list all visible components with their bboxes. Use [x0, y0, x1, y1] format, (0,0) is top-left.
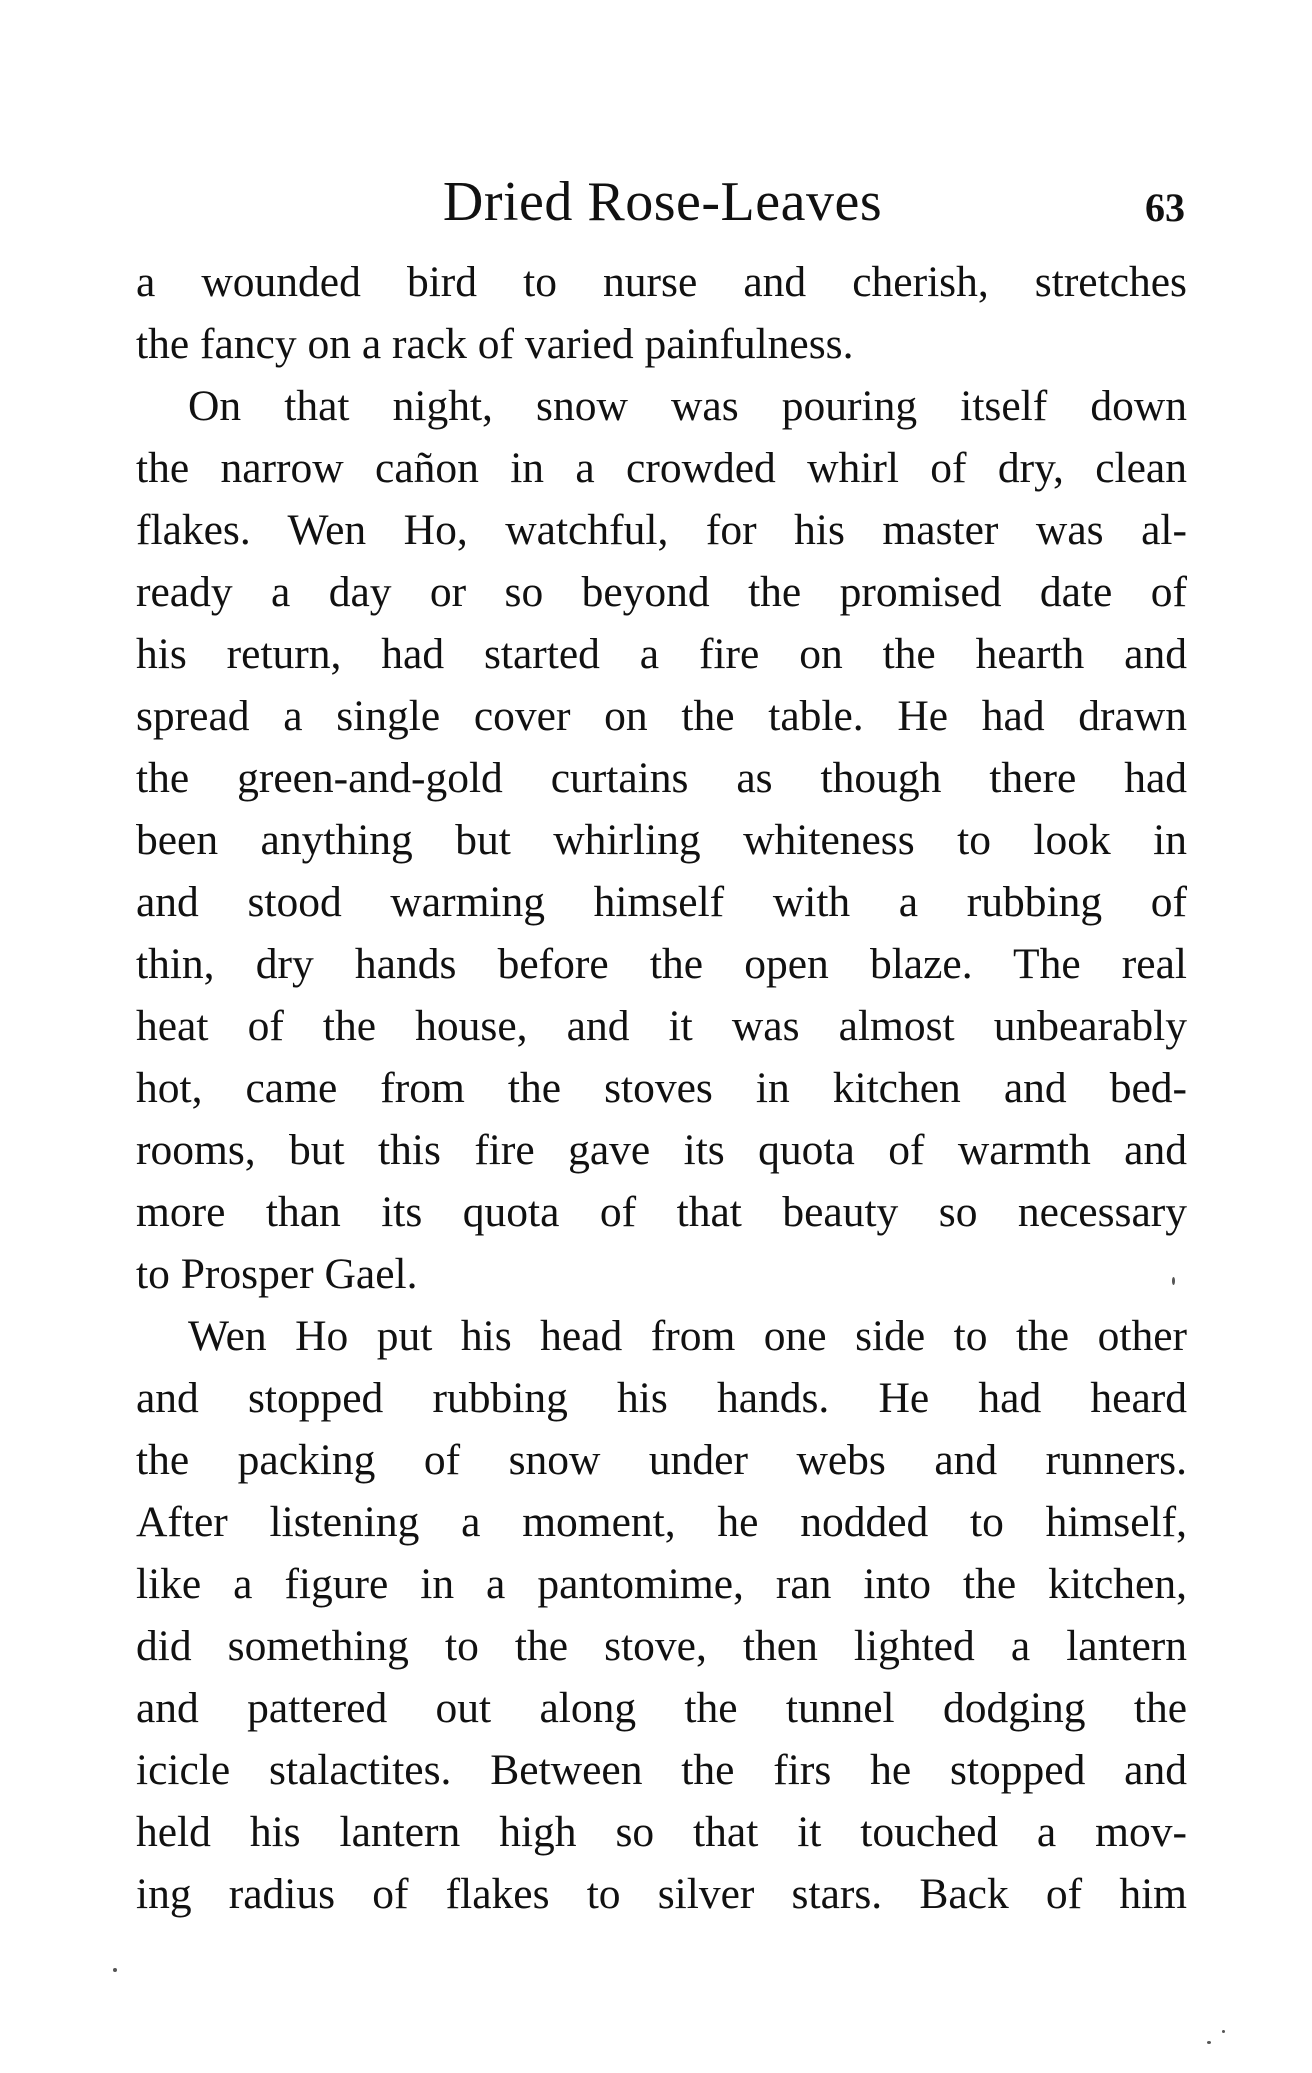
text-line: the narrow cañon in a crowded whirl of dry, clean	[136, 444, 1187, 492]
page-number: 63	[1145, 185, 1185, 230]
text-line: and stood warming himself with a rubbing of	[136, 878, 1187, 926]
scan-speck	[1222, 2030, 1225, 2033]
text-line: the packing of snow under webs and runners.	[136, 1436, 1187, 1484]
text-line: heat of the house, and it was almost unbearably	[136, 1002, 1187, 1050]
scan-speck	[1207, 2041, 1211, 2044]
text-line: to Prosper Gael.	[136, 1250, 418, 1298]
text-line: ing radius of flakes to silver stars. Back of him	[136, 1870, 1187, 1918]
text-line: ready a day or so beyond the promised date of	[136, 568, 1187, 616]
paragraph-first-line: On that night, snow was pouring itself down	[188, 382, 1187, 430]
running-title: Dried Rose-Leaves	[442, 171, 883, 233]
text-line: did something to the stove, then lighted a lantern	[136, 1622, 1187, 1670]
text-line: icicle stalactites. Between the firs he stopped and	[136, 1746, 1187, 1794]
scan-speck	[113, 1968, 117, 1972]
text-line: the fancy on a rack of varied painfulness.	[136, 320, 854, 368]
text-line: rooms, but this fire gave its quota of warmth and	[136, 1126, 1187, 1174]
text-line: and pattered out along the tunnel dodging the	[136, 1684, 1187, 1732]
paragraph-first-line: Wen Ho put his head from one side to the other	[188, 1312, 1187, 1360]
text-line: held his lantern high so that it touched a mov-	[136, 1808, 1187, 1856]
text-line: and stopped rubbing his hands. He had heard	[136, 1374, 1187, 1422]
scan-speck	[1172, 1277, 1175, 1285]
text-line: like a figure in a pantomime, ran into the kitchen,	[136, 1560, 1187, 1608]
text-line: After listening a moment, he nodded to himself,	[136, 1498, 1187, 1546]
text-line: hot, came from the stoves in kitchen and bed-	[136, 1064, 1187, 1112]
text-line: been anything but whirling whiteness to look in	[136, 816, 1187, 864]
text-line: thin, dry hands before the open blaze. The real	[136, 940, 1187, 988]
text-line: his return, had started a fire on the hearth and	[136, 630, 1187, 678]
text-line: more than its quota of that beauty so necessary	[136, 1188, 1187, 1236]
running-head	[140, 162, 1185, 242]
text-line: flakes. Wen Ho, watchful, for his master was al-	[136, 506, 1187, 554]
text-line: spread a single cover on the table. He had drawn	[136, 692, 1187, 740]
text-line: the green-and-gold curtains as though there had	[136, 754, 1187, 802]
body-text	[136, 251, 1187, 1925]
text-line: a wounded bird to nurse and cherish, stretches	[136, 258, 1187, 306]
